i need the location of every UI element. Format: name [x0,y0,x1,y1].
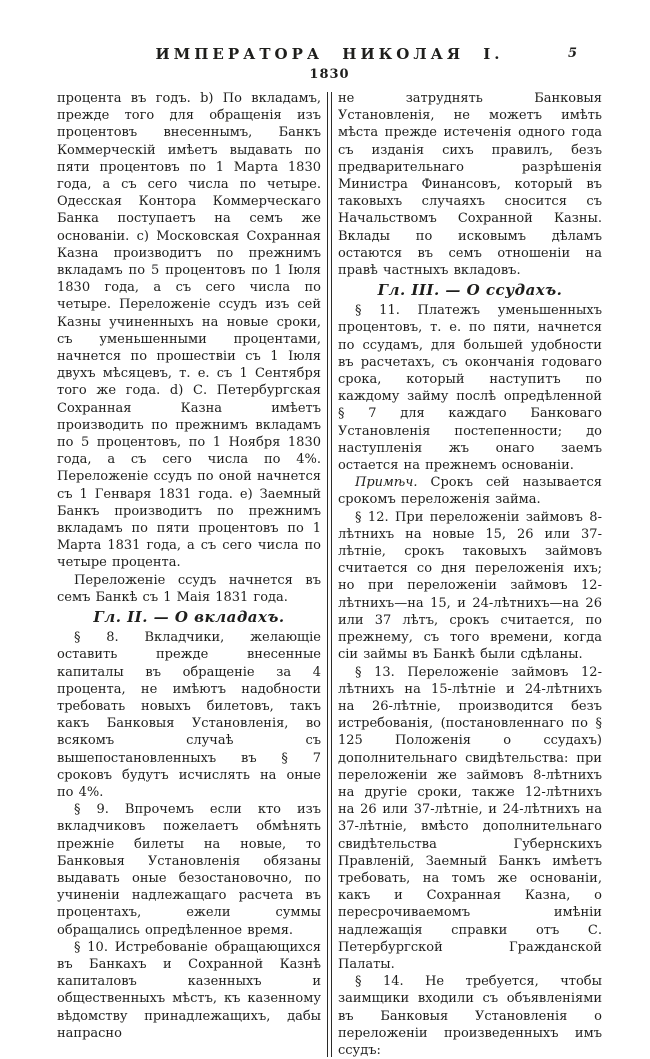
note-text: Срокъ сей называется срокомъ переложенія займа. [337,475,602,508]
chapter-heading: Гл. II. — О вкладахъ. [93,608,285,627]
paragraph-section-9: § 9. Впрочемъ если кто изъ вкладчиковъ пожелаетъ обмѣнять прежніе билеты на новые, то Банковыя Установленія обязаны выдавать оные безостановочно, по учиненіи надлежащаго расчета въ процентахъ, ежели суммы обращались опредѣленное время. [57,802,321,938]
left-column [57,90,321,1059]
running-header [57,44,602,66]
note-lead: Примѣч. [354,475,418,491]
page-title: ИМПЕРАТОРА НИКОЛАЯ I. [155,45,504,63]
paragraph-section-8: § 8. Вкладчики, желающіе оставить прежде внесенные капиталы въ обращеніе за 4 процента, не имѣютъ надобности требовать новыхъ билетовъ, такъ какъ Банковыя Установленія, во всякомъ случаѣ съ вышепостановленныхъ въ § 7 сроковъ будутъ исчислять на оные по 4%. [57,630,321,800]
chapter-heading: Гл. III. — О ссудахъ. [377,281,563,300]
two-column-text-block [57,90,602,1059]
year-heading: 1830 [309,67,350,82]
paragraph-continuation: не затруднять Банковыя Установленія, не можетъ имѣть мѣста прежде истеченія одного года съ изданія сихъ правилъ, безъ предварительнаго разрѣшенія Министра Финансовъ, который въ таковыхъ случаяхъ сносится съ Начальствомъ Сохранной Казны. Вклады по исковымъ дѣламъ остаются въ семъ отношеніи на правѣ частныхъ вкладовъ. [337,91,602,279]
paragraph-section-14: § 14. Не требуется, чтобы заимщики входили съ объявленіями въ Банковыя Установленія о переложеніи произведенныхъ имъ ссудъ: [337,974,602,1058]
paragraph-continuation: процента въ годъ. b) По вкладамъ, прежде того для обращенія изъ процентовъ внесеннымъ, Банкъ Коммерческій имѣетъ выдавать по пяти процентовъ по 1 Марта 1830 года, а съ сего числа по четыре. Одесская Контора Коммерческаго Банка поступаетъ на семъ же основаніи. c) Московская Сохранная Казна производитъ по прежнимъ вкладамъ по 5 процентовъ по 1 Іюля 1830 года, а съ сего числа по четыре. Переложеніе ссудъ изъ сей Казны учиненныхъ на новые сроки, съ уменьшенными процентами, начнется по прошествіи съ 1 Іюля двухъ мѣсяцевъ, т. е. съ 1 Сентября того же года. d) С. Петербургская Сохранная Казна имѣетъ производить по прежнимъ вкладамъ по 5 процентовъ, по 1 Ноября 1830 года, а съ сего числа по 4%. Переложеніе ссудъ по оной начнется съ 1 Генваря 1831 года. е) Заемный Банкъ производитъ по прежнимъ вкладамъ по пяти процентовъ по 1 Марта 1831 года, а съ сего числа по четыре процента. [57,91,321,571]
page-number: 5 [567,46,577,61]
right-column [338,90,602,1059]
column-divider-rule [327,92,332,1057]
paragraph-section-11: § 11. Платежъ уменьшенныхъ процентовъ, т. е. по пяти, начнется по ссудамъ, для большей удобности въ расчетахъ, съ окончанія годоваго срока, который наступитъ по каждому займу послѣ опредѣленной § 7 для каждаго Банковаго Установленія постепенности; до наступленія жъ онаго заемъ остается на прежнемъ основаніи. [337,303,602,474]
paragraph-section-12: § 12. При переложеніи займовъ 8-лѣтнихъ на новые 15, 26 или 37-лѣтніе, срокъ таковыхъ займовъ считается со дня переложенія ихъ; но при переложеніи займовъ 12-лѣтнихъ—на 15, и 24-лѣтнихъ—на 26 или 37 лѣтъ, срокъ считается, по прежнему, съ того времени, когда сіи займы въ Банкѣ были сдѣланы. [337,509,602,663]
note-paragraph [338,474,602,508]
paragraph-section-10: § 10. Истребованіе обращающихся въ Банкахъ и Сохранной Казнѣ капиталовъ казенныхъ и общественныхъ мѣстъ, къ казенному вѣдомству принадлежащихъ, дабы напрасно [57,939,321,1041]
paragraph-section-13: § 13. Переложеніе займовъ 12-лѣтнихъ на 15-лѣтніе и 24-лѣтнихъ на 26-лѣтніе, производится безъ истребованія, (постановленнаго по § 125 Положенія о ссудахъ) дополнительнаго свидѣтельства: при переложеніи же займовъ 8-лѣтнихъ на другіе сроки, также 12-лѣтнихъ на 26 или 37-лѣтніе, и 24-лѣтнихъ на 37-лѣтніе, вмѣсто дополнительнаго свидѣтельства Губернскихъ Правленій, Заемный Банкъ имѣетъ требовать, на томъ же основаніи, какъ и Сохранная Казна, о пересрочиваемомъ имѣніи надлежащія справки отъ С. Петербургской Гражданской Палаты. [337,664,602,972]
paragraph: Переложеніе ссудъ начнется въ семъ Банкѣ съ 1 Маія 1831 года. [57,572,321,605]
